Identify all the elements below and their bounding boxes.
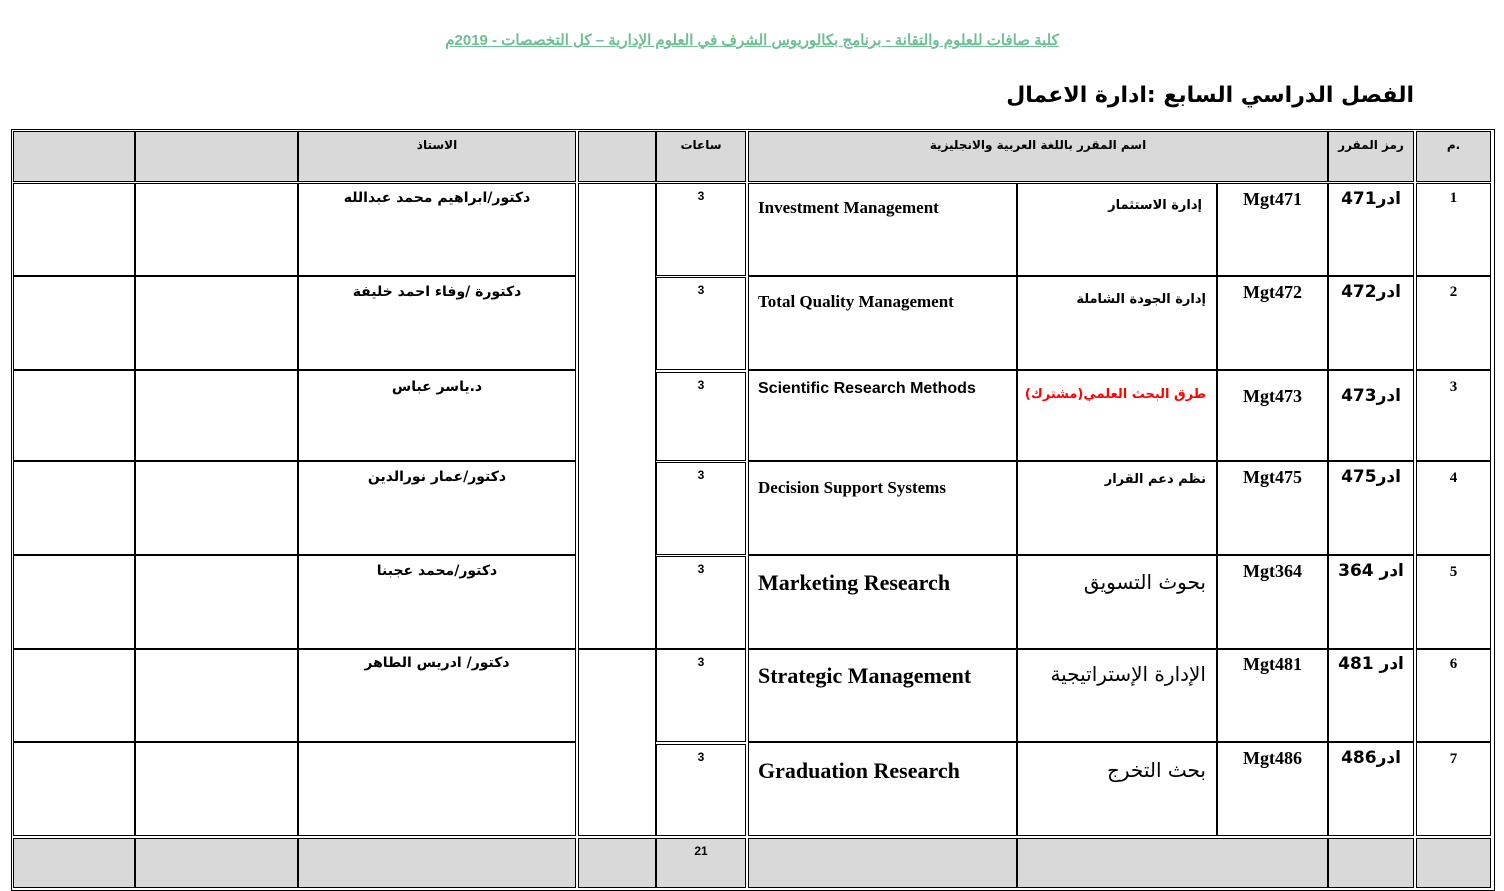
table-row-7-name-ar-cell xyxy=(1017,742,1217,836)
table-row-4-name-en-cell xyxy=(748,461,1017,555)
row-1-index: 1 xyxy=(1449,190,1458,206)
table-row-5-code-en-cell xyxy=(1217,555,1328,649)
course-name-header: اسم المقرر باللغة العربية والانجليزية xyxy=(929,138,1147,152)
table-row-7-index-cell xyxy=(1416,742,1491,836)
table-row-3-name-en-cell xyxy=(748,370,1017,461)
row-6-code-en: Mgt481 xyxy=(1243,654,1302,674)
table-row-4-name-ar-cell xyxy=(1017,461,1217,555)
table-row-3-code-cell xyxy=(1328,370,1414,461)
table-row-1-hours-cell xyxy=(656,183,746,276)
semester-title: الفصل الدراسي السابع :ادارة الاعمال xyxy=(1006,83,1414,108)
row-6-index: 6 xyxy=(1449,656,1458,672)
table-row-7-code-cell xyxy=(1328,742,1414,836)
table-row-4-empty-2 xyxy=(135,461,298,555)
table-row-3-empty-1 xyxy=(13,370,135,461)
table-row-4-code-cell xyxy=(1328,461,1414,555)
table-row-3-name-ar-cell xyxy=(1017,370,1217,461)
row-5-index: 5 xyxy=(1449,564,1458,580)
table-row-6-empty-1 xyxy=(13,649,135,742)
header-cell-empty-1 xyxy=(13,131,135,182)
table-row-1-name-en-cell xyxy=(748,183,1017,276)
row-7-code: ادر486 xyxy=(1341,748,1401,768)
row-1-hours: 3 xyxy=(697,189,705,203)
table-row-6-code-cell xyxy=(1328,649,1414,742)
table-row-1-index-cell xyxy=(1416,183,1491,276)
total-cell-empty-6 xyxy=(1017,838,1328,888)
code-header: رمز المقرر xyxy=(1338,138,1404,152)
row-5-code: ادر 364 xyxy=(1338,561,1404,581)
row-3-code: ادر473 xyxy=(1341,386,1401,406)
row-3-index: 3 xyxy=(1449,379,1458,395)
table-row-1-empty-2 xyxy=(135,183,298,276)
table-row-6-hours-cell xyxy=(656,649,746,742)
row-4-hours: 3 xyxy=(697,468,705,482)
row-6-hours: 3 xyxy=(697,655,705,669)
row-1-name-ar: إدارة الاستثمار xyxy=(1108,198,1202,213)
table-row-6-instructor-cell xyxy=(298,649,576,742)
table-row-3-hours-cell xyxy=(656,372,746,461)
row-6-name-ar: الإدارة الإستراتيجية xyxy=(1050,662,1206,686)
table-row-2-instructor-cell xyxy=(298,276,576,370)
row-2-name-en: Total Quality Management xyxy=(758,292,954,311)
total-cell-empty-2 xyxy=(135,838,298,888)
header-cell-empty-3 xyxy=(578,131,656,182)
table-row-7-instructor-cell xyxy=(298,742,576,836)
row-4-instructor: دكتور/عمار نورالدين xyxy=(367,469,507,485)
row-4-code: ادر475 xyxy=(1341,467,1401,487)
instructor-header: الاستاذ xyxy=(416,138,458,152)
header-cell-code xyxy=(1328,131,1414,182)
row-2-instructor: دكتورة /وفاء احمد خليفة xyxy=(352,284,522,300)
table-row-4-code-en-cell xyxy=(1217,461,1328,555)
table-row-2-empty-1 xyxy=(13,276,135,370)
table-row-3-empty-2 xyxy=(135,370,298,461)
row-6-name-en: Strategic Management xyxy=(758,663,972,688)
table-row-5-code-cell xyxy=(1328,555,1414,649)
table-row-5-index-cell xyxy=(1416,555,1491,649)
row-2-index: 2 xyxy=(1449,284,1458,300)
row-1-code: ادر471 xyxy=(1341,189,1401,209)
row-5-hours: 3 xyxy=(697,562,705,576)
total-cell-empty-5 xyxy=(748,838,1017,888)
table-row-6-empty-2 xyxy=(135,649,298,742)
table-row-7-empty-2 xyxy=(135,742,298,836)
table-row-2-index-cell xyxy=(1416,276,1491,370)
merged-empty-column-lower xyxy=(578,649,656,836)
total-hours: 21 xyxy=(694,844,708,858)
table-row-2-code-en-cell xyxy=(1217,276,1328,370)
total-cell-empty-4 xyxy=(578,838,656,888)
table-row-5-empty-1 xyxy=(13,555,135,649)
row-6-code: ادر 481 xyxy=(1338,654,1404,674)
hours-header: ساعات xyxy=(680,138,722,152)
total-cell-empty-3 xyxy=(298,838,576,888)
row-6-instructor: دكتور/ ادريس الطاهر xyxy=(364,655,510,671)
table-row-4-instructor-cell xyxy=(298,461,576,555)
document-header xyxy=(0,30,1504,49)
row-4-index: 4 xyxy=(1449,470,1458,486)
row-7-code-en: Mgt486 xyxy=(1243,748,1302,768)
table-row-5-instructor-cell xyxy=(298,555,576,649)
merged-empty-column-upper xyxy=(578,183,656,649)
header-cell-course-name xyxy=(748,131,1328,182)
table-row-5-name-ar-cell xyxy=(1017,555,1217,649)
table-row-5-name-en-cell xyxy=(748,555,1017,649)
row-2-code-en: Mgt472 xyxy=(1243,282,1302,302)
table-row-3-index-cell xyxy=(1416,370,1491,461)
header-cell-index xyxy=(1416,131,1491,182)
row-3-name-en: Scientific Research Methods xyxy=(758,380,976,397)
table-row-7-name-en-cell xyxy=(748,742,1017,836)
row-7-name-ar: بحث التخرج xyxy=(1106,758,1206,782)
table-row-7-empty-1 xyxy=(13,742,135,836)
row-1-instructor: دكتور/ابراهيم محمد عبدالله xyxy=(343,190,531,206)
row-5-name-ar: بحوث التسويق xyxy=(1083,570,1206,594)
table-row-2-hours-cell xyxy=(656,277,746,370)
table-row-4-hours-cell xyxy=(656,462,746,555)
row-1-name-en: Investment Management xyxy=(758,198,939,217)
row-3-name-ar: طرق البحث العلمي(مشترك) xyxy=(1024,387,1206,402)
row-3-code-en: Mgt473 xyxy=(1243,386,1302,406)
row-7-index: 7 xyxy=(1449,751,1458,767)
header-cell-instructor xyxy=(298,131,576,182)
table-row-4-empty-1 xyxy=(13,461,135,555)
table-row-7-code-en-cell xyxy=(1217,742,1328,836)
table-row-6-code-en-cell xyxy=(1217,649,1328,742)
total-hours-cell xyxy=(656,838,746,888)
college-program-title: كلية صافات للعلوم والتقانة - برنامج بكالوريوس الشرف في العلوم الإدارية – كل التخصصات - 2019م xyxy=(445,32,1059,49)
table-row-5-hours-cell xyxy=(656,556,746,649)
table-row-4-index-cell xyxy=(1416,461,1491,555)
table-row-6-name-en-cell xyxy=(748,649,1017,742)
total-cell-empty-7 xyxy=(1328,838,1414,888)
row-4-code-en: Mgt475 xyxy=(1243,467,1302,487)
table-row-1-empty-1 xyxy=(13,183,135,276)
row-7-hours: 3 xyxy=(697,750,705,764)
total-cell-empty-8 xyxy=(1416,838,1491,888)
row-1-code-en: Mgt471 xyxy=(1243,189,1302,209)
header-cell-hours xyxy=(656,131,746,182)
table-row-2-name-en-cell xyxy=(748,276,1017,370)
header-cell-empty-2 xyxy=(135,131,298,182)
table-row-6-name-ar-cell xyxy=(1017,649,1217,742)
table-row-2-name-ar-cell xyxy=(1017,276,1217,370)
row-2-hours: 3 xyxy=(697,283,705,297)
row-4-name-ar: نظم دعم القرار xyxy=(1104,472,1206,487)
row-2-code: ادر472 xyxy=(1341,282,1401,302)
row-3-instructor: د.ياسر عباس xyxy=(391,379,483,395)
row-5-code-en: Mgt364 xyxy=(1243,561,1302,581)
index-header: م. xyxy=(1446,138,1461,152)
table-row-1-code-cell xyxy=(1328,183,1414,276)
table-row-7-hours-cell xyxy=(656,744,746,836)
row-5-name-en: Marketing Research xyxy=(758,570,951,595)
table-row-5-empty-2 xyxy=(135,555,298,649)
table-row-2-code-cell xyxy=(1328,276,1414,370)
table-row-6-index-cell xyxy=(1416,649,1491,742)
row-3-hours: 3 xyxy=(697,378,705,392)
table-row-3-instructor-cell xyxy=(298,370,576,461)
table-row-1-instructor-cell xyxy=(298,183,576,276)
row-2-name-ar: إدارة الجودة الشاملة xyxy=(1076,292,1206,307)
total-cell-empty-1 xyxy=(13,838,135,888)
table-row-1-name-ar-cell xyxy=(1017,183,1217,276)
row-7-name-en: Graduation Research xyxy=(758,758,960,783)
row-5-instructor: دكتور/محمد عجبنا xyxy=(376,563,498,579)
table-row-2-empty-2 xyxy=(135,276,298,370)
table-row-1-code-en-cell xyxy=(1217,183,1328,276)
table-row-3-code-en-cell xyxy=(1217,370,1328,461)
row-4-name-en: Decision Support Systems xyxy=(758,478,946,497)
